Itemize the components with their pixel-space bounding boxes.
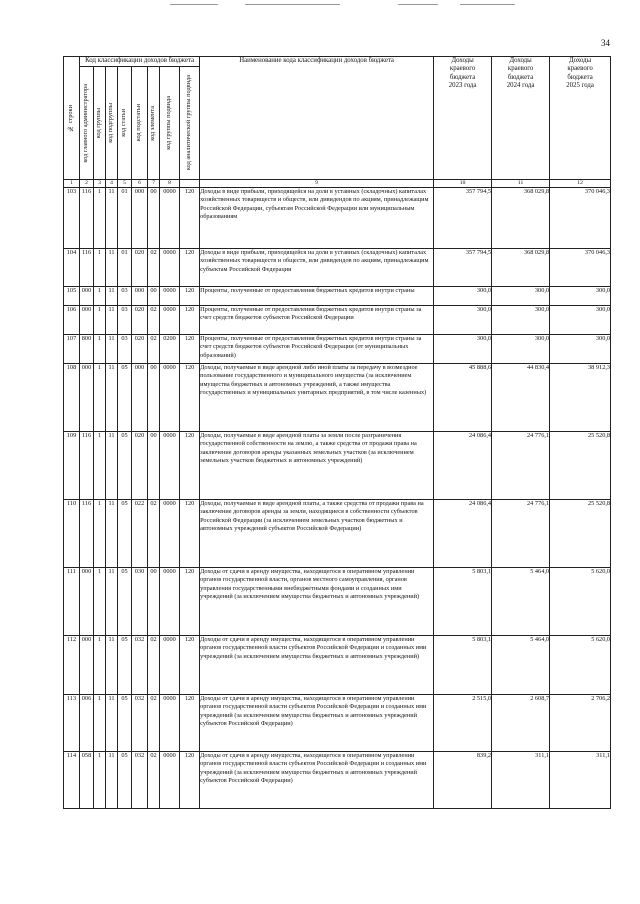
row-name: Доходы от сдачи в аренду имущества, находящегося в оперативном управлении органов государственной власти субъектов Российской Федерации и созданных ими учреждений (за исключением имущества бюджетных и автономных учреждений субъектов Российской Федерации): [200, 695, 434, 752]
header-code-group: Код классификации доходов бюджета: [80, 57, 200, 67]
scan-artifact-line: [460, 4, 515, 5]
row-name: Проценты, полученные от предоставления бюджетных кредитов внутри страны: [200, 287, 434, 306]
page-number: 34: [601, 38, 610, 48]
table-row: 112 000 1 11 05 032 02 0000 120 Доходы от сдачи в аренду имущества, находящегося в оперативном управлении органов государственной власти субъектов Российской Федерации и созданных ими учреждений (за исключением имущества бюджетных и автономных учреждений) 5 803,1 5 464,0 5 620,0: [64, 636, 611, 695]
table-row: 105 000 1 11 03 000 00 0000 120 Проценты, полученные от предоставления бюджетных кредитов внутри страны 300,0 300,0 300,0: [64, 287, 611, 306]
table-row: 109 116 1 11 05 020 00 0000 120 Доходы, получаемые в виде арендной платы за земли после разграничения государственной собственности на землю, а также средства от продажи права на заключение договоров аренды указанных земельных участков (за исключением земельных участков бюджетных и автономных учреждений) 24 086,4 24 776,1 25 520,8: [64, 432, 611, 500]
table-row: 111 000 1 11 05 030 00 0000 120 Доходы от сдачи в аренду имущества, находящегося в оперативном управлении органов государственной власти, органов местного самоуправления, органов управления государственными внебюджетными фондами и созданных ими учреждений (за исключением имущества бюджетных и автономных учреждений) 5 803,1 5 464,0 5 620,0: [64, 568, 611, 636]
row-name: Доходы, получаемые в виде арендной платы за земли после разграничения государственной собственности на землю, а также средства от продажи права на заключение договоров аренды указанных земельных участков (за исключением земельных участков бюджетных и автономных учреждений): [200, 432, 434, 500]
header-code-analytic-group: код аналитической группы подвида: [180, 67, 200, 180]
table-row: 114 058 1 11 05 032 02 0000 120 Доходы от сдачи в аренду имущества, находящегося в оперативном управлении органов государственной власти субъектов Российской Федерации и созданных ими учреждений (за исключением имущества бюджетных и автономных учреждений субъектов Российской Федерации) 839,2 311,1 311,1: [64, 752, 611, 809]
header-code-subtype-group: код группы подвида: [160, 67, 180, 180]
column-number-row: 1 2 3 4 5 6 7 8 9 10 11 12: [64, 180, 611, 188]
row-name: Доходы, получаемые в виде арендной платы, а также средства от продажи права на заключение договоров аренды за земли, находящиеся в собственности субъектов Российской Федерации (за исключением земельных участков бюджетных и автономных учреждений субъектов Российской Федерации): [200, 500, 434, 568]
header-code-article: код статьи: [118, 67, 132, 180]
table-row: 103 116 1 11 01 000 00 0000 120 Доходы в виде прибыли, приходящейся на доли в уставных (складочных) капиталах хозяйственных товариществ и обществ, или дивидендов по акциям, принадлежащим Российской Федерации, субъектам Российской Федерации или муниципальным образованиям 357 794,5 368 029,8 370 046,3: [64, 188, 611, 249]
row-name: Доходы от сдачи в аренду имущества, находящегося в оперативном управлении органов государственной власти субъектов Российской Федерации и созданных ими учреждений (за исключением имущества бюджетных и автономных учреждений субъектов Российской Федерации): [200, 752, 434, 809]
header-code-subarticle: код подстатьи: [132, 67, 148, 180]
table-row: 107 800 1 11 03 020 02 0200 120 Проценты, полученные от предоставления бюджетных кредитов внутри страны за счет средств бюджетов субъектов Российской Федерации (от муниципальных образований) 300,0 300,0 300,0: [64, 335, 611, 364]
header-code-subgroup: код подгруппы: [106, 67, 118, 180]
row-name: Доходы от сдачи в аренду имущества, находящегося в оперативном управлении органов государственной власти субъектов Российской Федерации и созданных ими учреждений (за исключением имущества бюджетных и автономных учреждений): [200, 636, 434, 695]
row-name: Доходы, получаемые в виде арендной либо иной платы за передачу в возмездное пользование государственного и муниципального имущества (за исключением имущества бюджетных и автономных учреждений, а также имущества государственных и муниципальных унитарных предприятий, в том числе казенных): [200, 364, 434, 432]
scan-artifact-line: [170, 4, 218, 5]
header-code-group: код группы: [94, 67, 106, 180]
header-income-2023: Доходы краевого бюджета 2023 года: [434, 57, 492, 180]
row-name: Проценты, полученные от предоставления бюджетных кредитов внутри страны за счет средств бюджетов субъектов Российской Федерации: [200, 306, 434, 335]
table-row: 110 116 1 11 05 022 02 0000 120 Доходы, получаемые в виде арендной платы, а также средства от продажи права на заключение договоров аренды за земли, находящиеся в собственности субъектов Российской Федерации (за исключением земельных участков бюджетных и автономных учреждений субъектов Российской Федерации) 24 086,4 24 776,1 25 520,8: [64, 500, 611, 568]
header-row-number: № строки: [64, 57, 80, 180]
row-name: Доходы в виде прибыли, приходящейся на доли в уставных (складочных) капиталах хозяйственных товариществ и обществ, или дивидендов по акциям, принадлежащим субъектам Российской Федерации: [200, 249, 434, 287]
scan-artifact-line: [398, 4, 438, 5]
table-row: 104 116 1 11 01 020 02 0000 120 Доходы в виде прибыли, приходящейся на доли в уставных (складочных) капиталах хозяйственных товариществ и обществ, или дивидендов по акциям, принадлежащим субъектам Российской Федерации 357 794,5 368 029,8 370 046,3: [64, 249, 611, 287]
header-code-element: код элемента: [148, 67, 160, 180]
row-name: Проценты, полученные от предоставления бюджетных кредитов внутри страны за счет средств бюджетов субъектов Российской Федерации (от муниципальных образований): [200, 335, 434, 364]
scan-artifact-line: [245, 4, 340, 5]
row-name: Доходы от сдачи в аренду имущества, находящегося в оперативном управлении органов государственной власти, органов местного самоуправления, органов управления государственными внебюджетными фондами и созданных ими учреждений (за исключением имущества бюджетных и автономных учреждений): [200, 568, 434, 636]
row-name: Доходы в виде прибыли, приходящейся на доли в уставных (складочных) капиталах хозяйственных товариществ и обществ, или дивидендов по акциям, принадлежащим Российской Федерации, субъектам Российской Федерации или муниципальным образованиям: [200, 188, 434, 249]
table-row: 108 000 1 11 05 000 00 0000 120 Доходы, получаемые в виде арендной либо иной платы за передачу в возмездное пользование государственного и муниципального имущества (за исключением имущества бюджетных и автономных учреждений, а также имущества государственных и муниципальных унитарных предприятий, в том числе казенных) 45 888,6 44 830,4 38 912,3: [64, 364, 611, 432]
budget-income-table: [63, 56, 611, 809]
table-row: 113 006 1 11 05 032 02 0000 120 Доходы от сдачи в аренду имущества, находящегося в оперативном управлении органов государственной власти субъектов Российской Федерации и созданных ими учреждений (за исключением имущества бюджетных и автономных учреждений субъектов Российской Федерации) 2 515,0 2 608,7 2 706,2: [64, 695, 611, 752]
table-row: 106 000 1 11 03 020 02 0000 120 Проценты, полученные от предоставления бюджетных кредитов внутри страны за счет средств бюджетов субъектов Российской Федерации 300,0 300,0 300,0: [64, 306, 611, 335]
header-code-admin: код главного администратора: [80, 67, 94, 180]
header-income-2025: Доходы краевого бюджета 2025 года: [550, 57, 611, 180]
header-name-column: Наименование кода классификации доходов бюджета: [200, 57, 434, 180]
header-income-2024: Доходы краевого бюджета 2024 года: [492, 57, 550, 180]
